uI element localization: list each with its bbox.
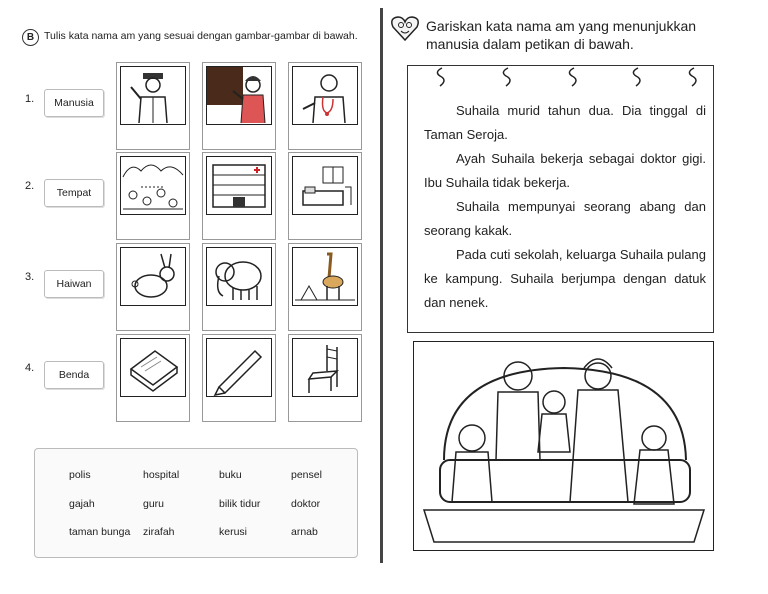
answer-cell[interactable] bbox=[116, 334, 190, 422]
row-number: 1. bbox=[25, 93, 35, 105]
word-bank-item: gajah bbox=[69, 498, 95, 510]
word-bank-item: buku bbox=[219, 469, 242, 481]
row-label-haiwan: Haiwan bbox=[44, 270, 104, 298]
teacher-icon bbox=[206, 66, 272, 125]
family-on-sofa-illustration bbox=[413, 341, 714, 551]
word-bank-item: guru bbox=[143, 498, 165, 510]
giraffe-icon bbox=[292, 247, 358, 306]
passage-text bbox=[424, 99, 706, 315]
word-bank-item: doktor bbox=[291, 498, 321, 510]
answer-cell[interactable] bbox=[288, 243, 362, 331]
word-bank-item: polis bbox=[69, 469, 91, 481]
chair-icon bbox=[292, 338, 358, 397]
answer-cell[interactable] bbox=[202, 152, 276, 240]
row-label-manusia: Manusia bbox=[44, 89, 104, 117]
rabbit-icon bbox=[120, 247, 186, 306]
section-instruction: Tulis kata nama am yang sesuai dengan gambar-gambar di bawah. bbox=[44, 30, 358, 42]
answer-cell[interactable] bbox=[288, 62, 362, 150]
word-bank-item: zirafah bbox=[143, 526, 175, 538]
flower-garden-icon bbox=[120, 156, 186, 215]
passage-paragraph: Suhaila murid tahun dua. Dia tinggal di Taman Seroja. bbox=[424, 103, 706, 142]
word-bank-item: bilik tidur bbox=[219, 498, 261, 510]
word-bank-item: arnab bbox=[291, 526, 318, 538]
answer-cell[interactable] bbox=[288, 152, 362, 240]
passage-instruction: Gariskan kata nama am yang menunjukkan manusia dalam petikan di bawah. bbox=[426, 18, 697, 52]
book-icon bbox=[120, 338, 186, 397]
section-badge: B bbox=[22, 29, 39, 46]
notepad-spirals bbox=[424, 66, 714, 88]
row-number: 3. bbox=[25, 271, 35, 283]
pencil-icon bbox=[206, 338, 272, 397]
smiling-heart-icon bbox=[390, 14, 420, 42]
word-bank-item: pensel bbox=[291, 469, 322, 481]
word-bank-item: kerusi bbox=[219, 526, 248, 538]
answer-cell[interactable] bbox=[116, 152, 190, 240]
word-bank bbox=[34, 448, 358, 558]
hospital-building-icon bbox=[206, 156, 272, 215]
row-number: 4. bbox=[25, 362, 35, 374]
answer-cell[interactable] bbox=[202, 62, 276, 150]
word-bank-item: hospital bbox=[143, 469, 180, 481]
answer-cell[interactable] bbox=[202, 334, 276, 422]
elephant-icon bbox=[206, 247, 272, 306]
word-bank-item: taman bunga bbox=[69, 526, 131, 538]
answer-cell[interactable] bbox=[116, 243, 190, 331]
left-worksheet-page bbox=[0, 0, 378, 594]
answer-cell[interactable] bbox=[202, 243, 276, 331]
row-number: 2. bbox=[25, 180, 35, 192]
police-officer-icon bbox=[120, 66, 186, 125]
doctor-icon bbox=[292, 66, 358, 125]
passage-paragraph: Ayah Suhaila bekerja sebagai doktor gigi. Ibu Suhaila tidak bekerja. bbox=[424, 151, 706, 190]
row-label-tempat: Tempat bbox=[44, 179, 104, 207]
row-label-benda: Benda bbox=[44, 361, 104, 389]
passage-paragraph: Pada cuti sekolah, keluarga Suhaila pulang ke kampung. Suhaila berjumpa dengan datuk dan nenek. bbox=[424, 247, 706, 310]
bedroom-icon bbox=[292, 156, 358, 215]
answer-cell[interactable] bbox=[116, 62, 190, 150]
answer-cell[interactable] bbox=[288, 334, 362, 422]
passage-paragraph: Suhaila mempunyai seorang abang dan seorang kakak. bbox=[424, 199, 706, 238]
page-divider bbox=[380, 8, 383, 563]
